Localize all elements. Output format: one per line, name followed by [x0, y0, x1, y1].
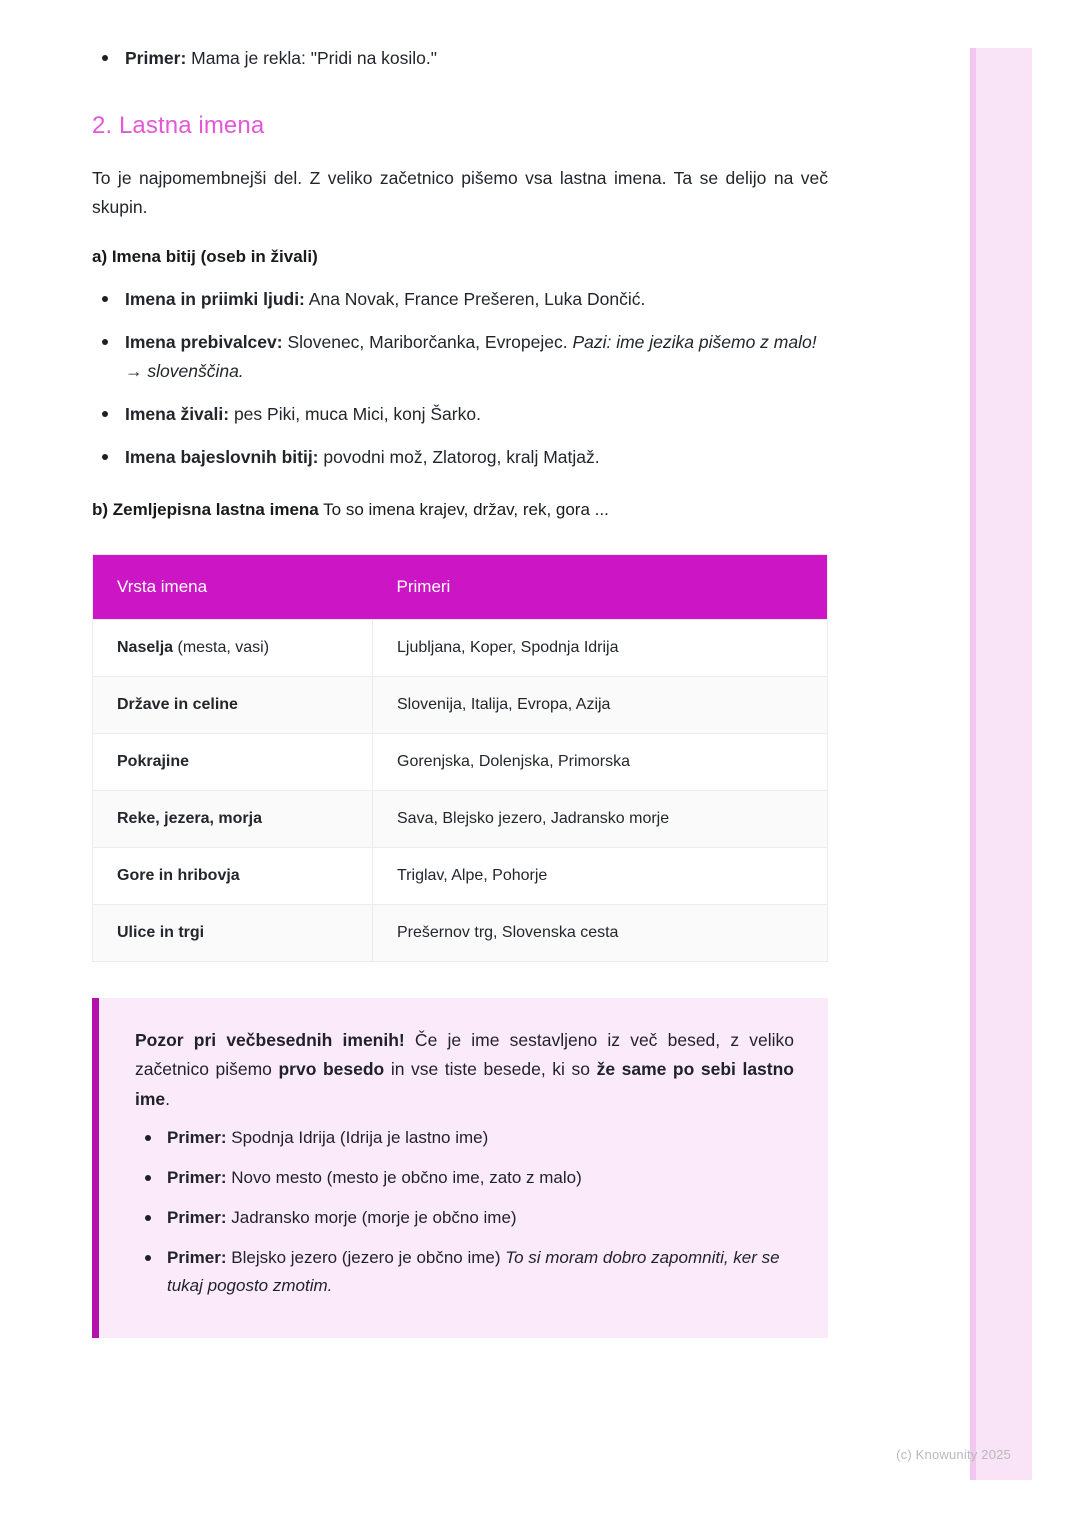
table-row [93, 847, 828, 904]
list-item [135, 1244, 794, 1298]
bullet-text: Slovenec, Mariborčanka, Evropejec. [282, 332, 573, 353]
bullet-label: Primer: [125, 48, 187, 68]
callout-body-bold-1: prvo besedo [278, 1059, 385, 1080]
bullet-text: pes Piki, muca Mici, konj Šarko. [229, 404, 481, 425]
cell-examples: Sava, Blejsko jezero, Jadransko morje [373, 790, 828, 847]
cell-type [93, 619, 373, 676]
callout-body-1: Če je ime sestavljeno iz več besed, z veliko začetnico pišemo [135, 1029, 794, 1080]
bullet-label: Imena prebivalcev: [125, 332, 283, 353]
list-item [135, 1164, 794, 1191]
bullet-list-a [92, 285, 828, 472]
watermark: (c) Knowunity 2025 [896, 1447, 1011, 1462]
table-row [93, 676, 828, 733]
column-header-type: Vrsta imena [93, 554, 373, 619]
list-item [92, 400, 828, 428]
cell-type [93, 904, 373, 961]
bullet-label: Primer: [167, 1208, 227, 1228]
callout-body-3: . [165, 1088, 171, 1109]
callout-body-2: in vse tiste besede, ki so [384, 1059, 597, 1080]
bullet-text: Ana Novak, France Prešeren, Luka Dončić. [304, 289, 646, 310]
cell-examples: Gorenjska, Dolenjska, Primorska [373, 733, 828, 790]
cell-examples: Ljubljana, Koper, Spodnja Idrija [373, 619, 828, 676]
list-item [92, 443, 828, 471]
bullet-label: Imena živali: [125, 404, 230, 425]
callout-title: Pozor pri večbesednih imenih! [135, 1029, 405, 1050]
subheading-b-bold: b) Zemljepisna lastna imena [92, 499, 319, 519]
list-item [92, 285, 828, 313]
table-row [93, 733, 828, 790]
callout-body-bold-2: že same po sebi lastno ime [135, 1059, 794, 1109]
bullet-label: Imena in priimki ljudi: [125, 289, 305, 310]
cell-type [93, 733, 373, 790]
decorative-side-band [970, 48, 1032, 1480]
bullet-label: Primer: [167, 1127, 227, 1147]
decorative-side-band-edge [970, 48, 976, 1480]
cell-type [93, 676, 373, 733]
bullet-text: Mama je rekla: "Pridi na kosilo." [186, 48, 437, 68]
cell-type-sub: (mesta, vasi) [173, 638, 270, 656]
bullet-label: Primer: [167, 1168, 227, 1188]
cell-type-lead: Naselja [117, 638, 174, 656]
cell-type-lead: Ulice in trgi [117, 923, 205, 941]
bullet-label: Imena bajeslovnih bitij: [125, 447, 319, 468]
callout-box [92, 998, 828, 1338]
bullet-note: Pazi: ime jezika pišemo z malo! → slovenščina. [125, 332, 817, 381]
subheading-a: a) Imena bitij (oseb in živali) [92, 247, 318, 267]
callout-paragraph [135, 1026, 794, 1114]
subheading-b-rest: To so imena krajev, držav, rek, gora ... [318, 499, 609, 519]
bullet-text: Jadransko morje (morje je občno ime) [226, 1208, 517, 1228]
list-item [92, 44, 828, 72]
top-bullet-list [92, 44, 828, 72]
geographic-names-table [92, 554, 828, 962]
list-item [135, 1204, 794, 1231]
bullet-text: povodni mož, Zlatorog, kralj Matjaž. [318, 447, 600, 468]
cell-type-lead: Reke, jezera, morja [117, 809, 262, 827]
page-title: 2. Lastna imena [92, 112, 265, 140]
bullet-label: Primer: [167, 1248, 227, 1268]
document-page [92, 0, 828, 1338]
list-item [135, 1124, 794, 1151]
column-header-examples: Primeri [373, 554, 828, 619]
cell-type [93, 790, 373, 847]
bullet-text: Novo mesto (mesto je občno ime, zato z malo) [226, 1168, 582, 1188]
list-item [92, 328, 828, 385]
section-intro: To je najpomembnejši del. Z veliko začetnico pišemo vsa lastna imena. Ta se delijo na več skupin. [92, 168, 828, 217]
bullet-text: Spodnja Idrija (Idrija je lastno ime) [226, 1127, 489, 1147]
bullet-note: To si moram dobro zapomniti, ker se tukaj pogosto zmotim. [167, 1248, 780, 1295]
cell-examples: Prešernov trg, Slovenska cesta [373, 904, 828, 961]
callout-list [135, 1124, 794, 1299]
cell-examples: Slovenija, Italija, Evropa, Azija [373, 676, 828, 733]
table-row [93, 619, 828, 676]
bullet-text: Blejsko jezero (jezero je občno ime) [226, 1248, 506, 1268]
cell-type-lead: Gore in hribovja [117, 866, 240, 884]
table-row [93, 904, 828, 961]
cell-type-lead: Države in celine [117, 695, 238, 713]
cell-type-lead: Pokrajine [117, 752, 190, 770]
table-row [93, 790, 828, 847]
cell-examples: Triglav, Alpe, Pohorje [373, 847, 828, 904]
cell-type [93, 847, 373, 904]
table-header-row [93, 554, 828, 619]
subheading-b [92, 500, 828, 520]
